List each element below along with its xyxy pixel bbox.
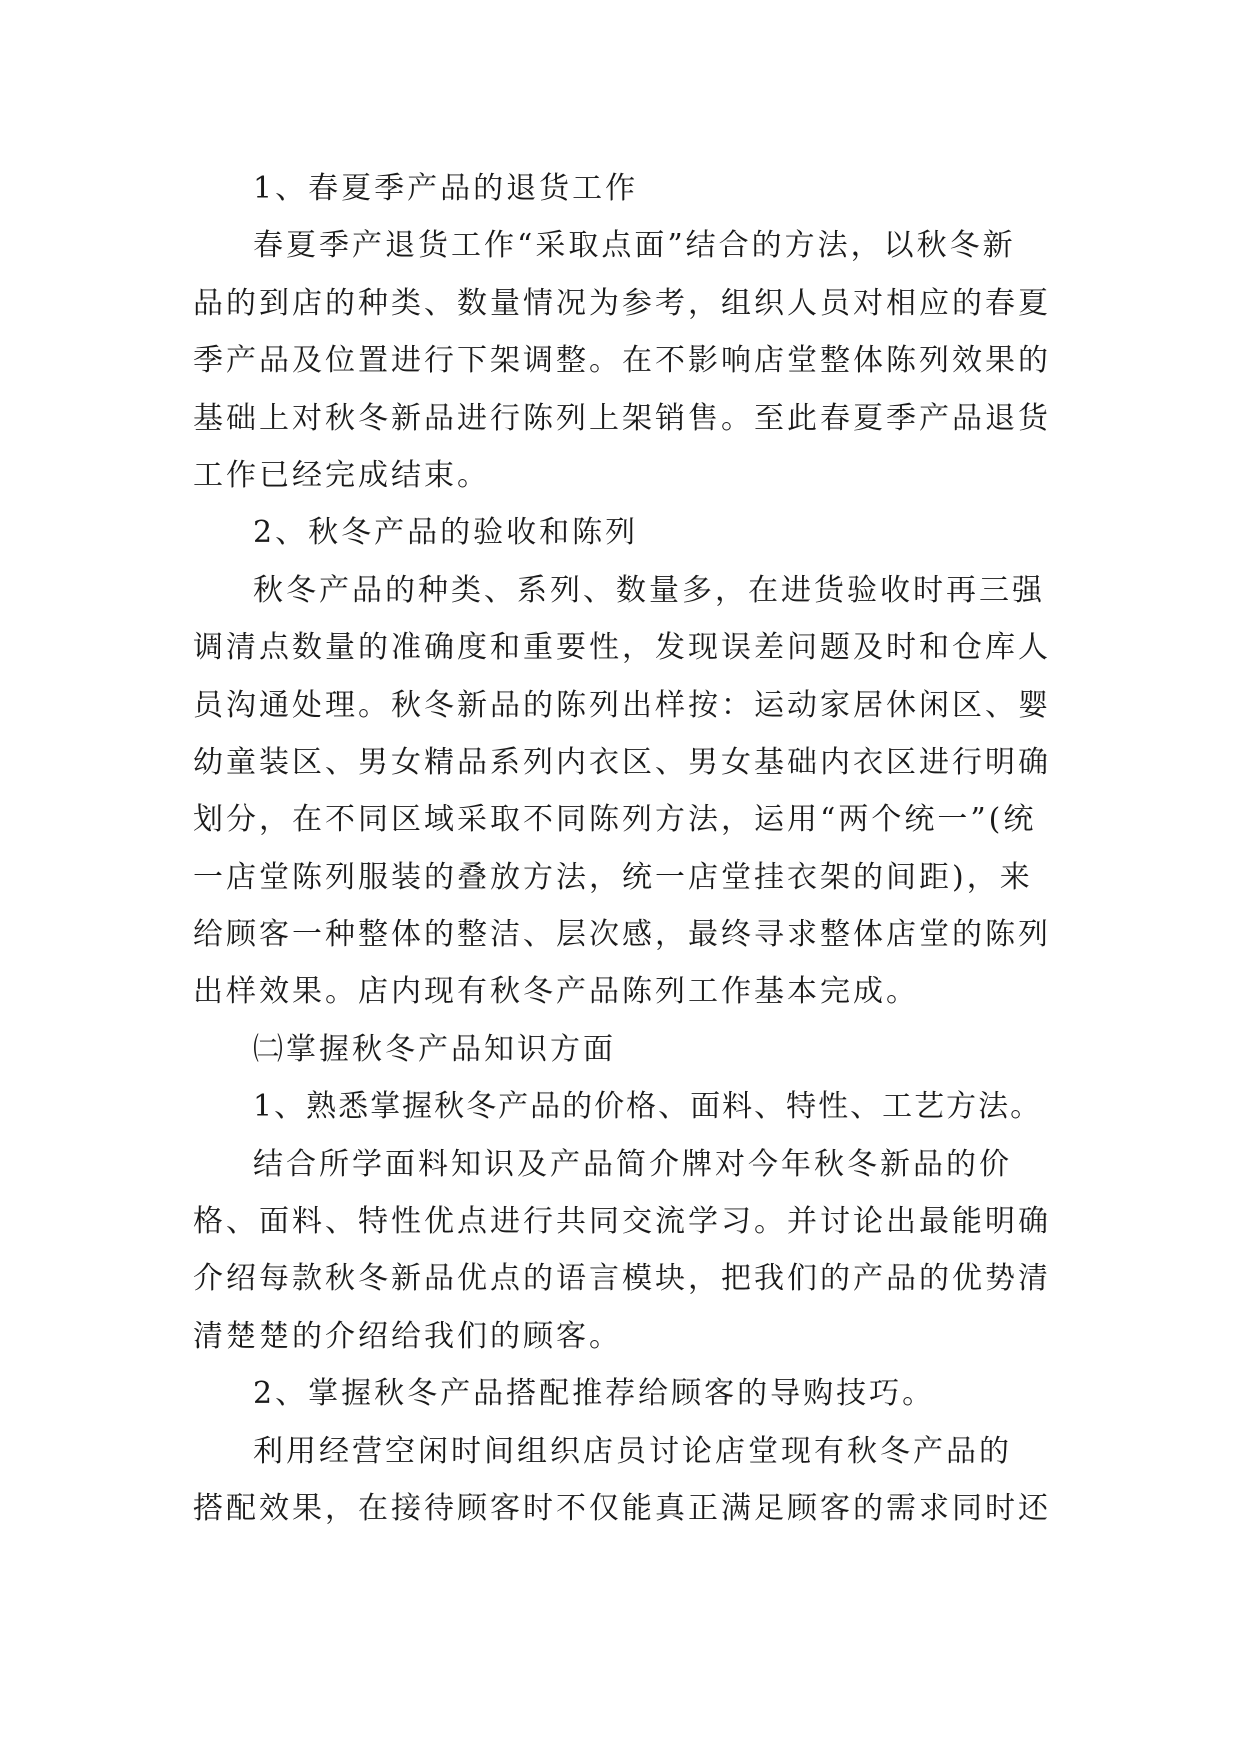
paragraph-line: 幼童装区、男女精品系列内衣区、男女基础内衣区进行明确 bbox=[193, 744, 1051, 780]
document-body bbox=[193, 160, 1073, 1537]
paragraph-line: 介绍每款秋冬新品优点的语言模块，把我们的产品的优势清 bbox=[193, 1261, 1051, 1297]
paragraph-line: 清楚楚的介绍给我们的顾客。 bbox=[193, 1318, 622, 1354]
paragraph-line: 员沟通处理。秋冬新品的陈列出样按：运动家居休闲区、婴 bbox=[193, 687, 1051, 723]
paragraph-line: 利用经营空闲时间组织店员讨论店堂现有秋冬产品的 bbox=[253, 1433, 1012, 1469]
paragraph-line: 划分，在不同区域采取不同陈列方法，运用“两个统一”(统 bbox=[193, 802, 1037, 838]
paragraph-line: 秋冬产品的种类、系列、数量多，在进货验收时再三强 bbox=[253, 572, 1045, 608]
paragraph-line: 出样效果。店内现有秋冬产品陈列工作基本完成。 bbox=[193, 974, 919, 1010]
section-heading: 1、熟悉掌握秋冬产品的价格、面料、特性、工艺方法。 bbox=[253, 1089, 1043, 1125]
paragraph-line: 给顾客一种整体的整洁、层次感，最终寻求整体店堂的陈列 bbox=[193, 917, 1051, 953]
paragraph-line: 结合所学面料知识及产品简介牌对今年秋冬新品的价 bbox=[253, 1146, 1012, 1182]
paragraph-line: 基础上对秋冬新品进行陈列上架销售。至此春夏季产品退货 bbox=[193, 400, 1051, 436]
paragraph-line: 工作已经完成结束。 bbox=[193, 457, 490, 493]
section-heading: 1、春夏季产品的退货工作 bbox=[253, 171, 639, 206]
section-heading: 2、秋冬产品的验收和陈列 bbox=[253, 515, 639, 551]
paragraph-line: 春夏季产退货工作“采取点面”结合的方法，以秋冬新 bbox=[253, 228, 1016, 264]
paragraph-line: 季产品及位置进行下架调整。在不影响店堂整体陈列效果的 bbox=[193, 343, 1051, 379]
paragraph-line: 调清点数量的准确度和重要性，发现误差问题及时和仓库人 bbox=[193, 630, 1051, 666]
paragraph-line: 搭配效果，在接待顾客时不仅能真正满足顾客的需求同时还 bbox=[193, 1490, 1051, 1526]
paragraph-line: 一店堂陈列服装的叠放方法，统一店堂挂衣架的间距)，来 bbox=[193, 859, 1033, 895]
paragraph-line: 品的到店的种类、数量情况为参考，组织人员对相应的春夏 bbox=[193, 285, 1051, 321]
section-heading: ㈡掌握秋冬产品知识方面 bbox=[253, 1031, 616, 1067]
section-heading: 2、掌握秋冬产品搭配推荐给顾客的导购技巧。 bbox=[253, 1376, 936, 1412]
paragraph-line: 格、面料、特性优点进行共同交流学习。并讨论出最能明确 bbox=[193, 1204, 1051, 1240]
